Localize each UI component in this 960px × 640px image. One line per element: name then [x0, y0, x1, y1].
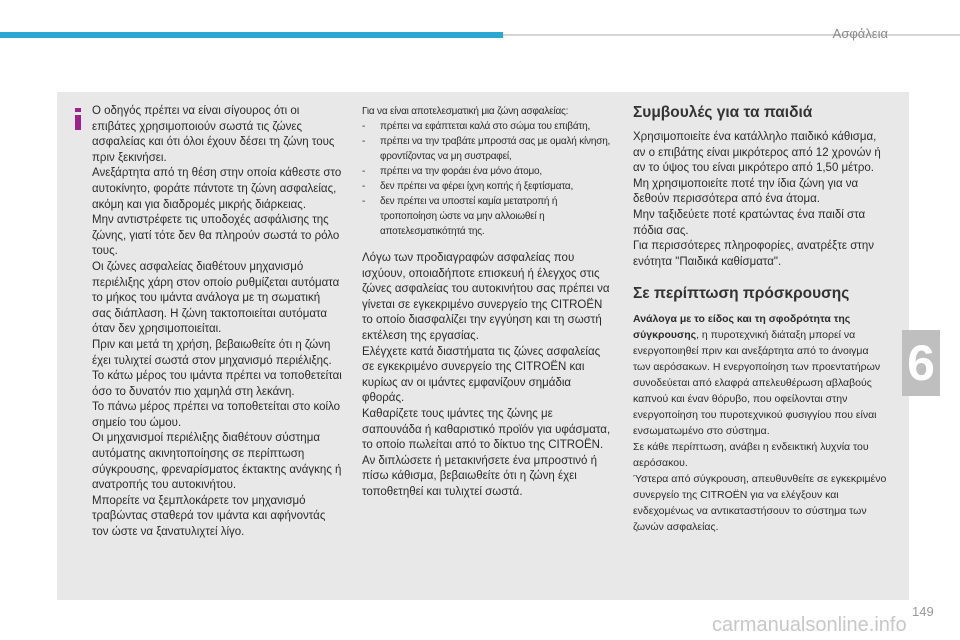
page-number: 149: [912, 604, 934, 619]
list-item: - πρέπει να την τραβάτε μπροστά σας με ομαλή κίνηση, φροντίζοντας να μη συστραφεί,: [362, 136, 611, 162]
column-2: [362, 104, 614, 501]
section-title: Ασφάλεια: [832, 26, 888, 41]
impact-text-rest: , η πυροτεχνική διάταξη μπορεί να ενεργοποιηθεί πριν και ανεξάρτητα από το άνοιγμα των αερόσακων. Η ενεργοποίηση των προεντατήρων συνοδεύεται από ελαφρά απελευθέρωση αβλαβούς καπνού και έναν θόρυβο, που οφείλονται στην ενεργοποίηση του πυροτεχνικού φυσιγγίου που είναι ενσωματωμένο στο σύστημα. Σε κάθε περίπτωση, ανάβει η ενδεικτική λυχνία του αερόσακου. Ύστερα από σύγκρουση, απευθυνθείτε σε εγκεκριμένο συνεργείο της CITROËN για να ελέγξουν και ενδεχομένως να αντικαταστήσουν το σύστημα των ζωνών ασφαλείας.: [633, 329, 887, 534]
info-icon: [70, 108, 86, 130]
top-divider-line: [503, 34, 960, 36]
chapter-number-tab: 6: [902, 330, 940, 396]
column-1-text: Ο οδηγός πρέπει να είναι σίγουρος ότι οι επιβάτες χρησιμοποιούν σωστά τις ζώνες ασφαλείας και ότι όλοι έχουν δέσει τη ζώνη τους πριν ξεκινήσει. Ανεξάρτητα από τη θέση στην οποία κάθεστε στο αυτοκίνητο, φοράτε πάντοτε τη ζώνη ασφαλείας, ακόμη και για διαδρομές μικρής διάρκειας. Μην αντιστρέφετε τις υποδοχές ασφάλισης της ζώνης, γιατί τότε δεν θα πληρούν σωστά το ρόλο τους. Οι ζώνες ασφαλείας διαθέτουν μηχανισμό περιέλιξης χάρη στον οποίο ρυθμίζεται αυτόματα το μήκος του ιμάντα ανάλογα με τη σωματική σας διάπλαση. Η ζώνη τακτοποιείται αυτόματα όταν δεν χρησιμοποιείται. Πριν και μετά τη χρήση, βεβαιωθείτε ότι η ζώνη έχει τυλιχτεί σωστά στον μηχανισμό περιέλιξης. Το κάτω μέρος του ιμάντα πρέπει να τοποθετείται όσο το δυνατόν πιο χαμηλά στη λεκάνη. Το πάνω μέρος πρέπει να τοποθετείται στο κοίλο σημείο του ώμου. Οι μηχανισμοί περιέλιξης διαθέτουν σύστημα αυτόματης ακινητοποίησης σε περίπτωση σύγκρουσης, φρεναρίσματος έκτακτης ανάγκης ή ανατροπής του αυτοκινήτου. Μπορείτε να ξεμπλοκάρετε τον μηχανισμό τραβώντας σταθερά τον ιμάντα και αφήνοντάς τον ώστε να ξανατυλιχτεί λίγο.: [92, 105, 342, 539]
effectiveness-list: [362, 104, 614, 239]
heading-impact: Σε περίπτωση πρόσκρουσης: [633, 285, 850, 303]
list-item: - πρέπει να την φοράει ένα μόνο άτομο,: [362, 166, 542, 177]
column-1: [92, 104, 342, 541]
heading-children-advice: Συμβουλές για τα παιδιά: [633, 104, 813, 121]
impact-text-bold: Ανάλογα με το είδος και τη σφοδρότητα της σύγκρουσης: [633, 313, 851, 342]
list-intro: Για να είναι αποτελεσματική μια ζώνη ασφαλείας:: [362, 106, 569, 117]
list-item: - δεν πρέπει να φέρει ίχνη κοπής ή ξεφτίσματα,: [362, 181, 574, 192]
impact-text: [633, 311, 887, 535]
children-advice-text: Χρησιμοποιείτε ένα κατάλληλο παιδικό κάθισμα, αν ο επιβάτης είναι μικρότερος από 12 χρονών ή αν το ύψος του είναι μικρότερο από 1,50 μέτρο. Μη χρησιμοποιείτε ποτέ την ίδια ζώνη για να δεθούν περισσότερα από ένα άτομα. Μην ταξιδεύετε ποτέ κρατώντας ένα παιδί στα πόδια σας. Για περισσότερες πληροφορίες, ανατρέξτε στην ενότητα "Παιδικά καθίσματα".: [633, 131, 881, 268]
watermark: carmanualsonline.info: [712, 614, 907, 636]
column-3: [633, 104, 887, 535]
top-accent-bar: [0, 32, 503, 38]
column-2-text: Λόγω των προδιαγραφών ασφαλείας που ισχύουν, οποιαδήποτε επισκευή ή έλεγχος στις ζώνες ασφαλείας του αυτοκινήτου σας πρέπει να γίνεται σε εγκεκριμένο συνεργείο της CITROËN το οποίο διασφαλίζει την εγγύηση και τη σωστή εκτέλεση της εργασίας. Ελέγχετε κατά διαστήματα τις ζώνες ασφαλείας σε εγκεκριμένο συνεργείο της CITROËN και κυρίως αν οι ιμάντες εμφανίζουν σημάδια φθοράς. Καθαρίζετε τους ιμάντες της ζώνης με σαπουνάδα ή καθαριστικό προϊόν για υφάσματα, το οποίο πωλείται από το δίκτυο της CITROËN. Αν διπλώσετε ή μετακινήσετε ένα μπροστινό ή πίσω κάθισμα, βεβαιωθείτε ότι η ζώνη έχει τοποθετηθεί και τυλιχτεί σωστά.: [362, 252, 611, 498]
list-item: - δεν πρέπει να υποστεί καμία μετατροπή ή τροποποίηση ώστε να μην αλλοιωθεί η αποτελεσματικότητά της.: [362, 196, 558, 237]
list-item: - πρέπει να εφάπτεται καλά στο σώμα του επιβάτη,: [362, 121, 591, 132]
